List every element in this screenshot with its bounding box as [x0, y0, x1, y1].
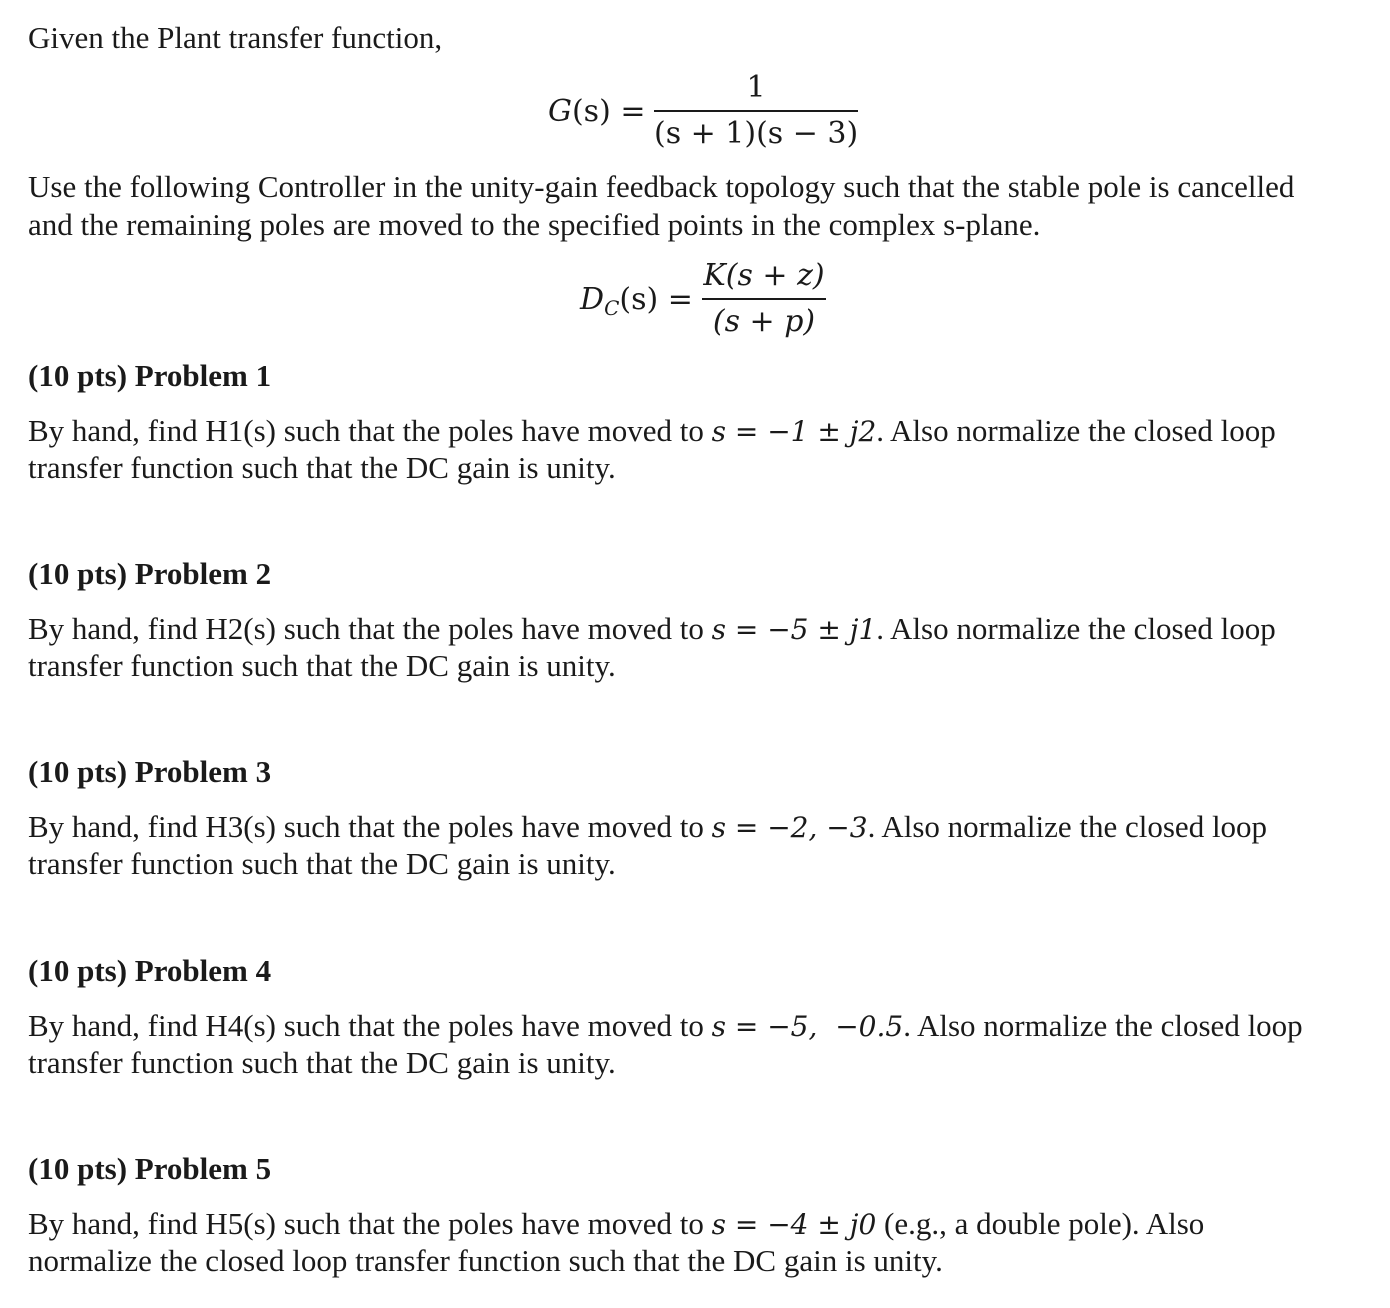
problem-1-line1: [28, 412, 1276, 451]
plant-fraction-bar: [654, 110, 858, 112]
problem-4-heading: (10 pts) Problem 4: [28, 953, 272, 988]
problem-4-line1: [28, 1007, 1303, 1046]
plant-lhs: [548, 94, 645, 129]
problem-5-text: By hand, find H5(s) such that the poles have moved to: [28, 1206, 712, 1241]
controller-fraction: [702, 256, 826, 342]
problem-4-text: By hand, find H4(s) such that the poles have moved to: [28, 1008, 712, 1043]
problem-4-poles: s = −5, −0.5: [711, 1010, 904, 1043]
problem-2-poles: s = −5 ± j1: [711, 613, 877, 646]
controller-fraction-bar: [702, 298, 826, 300]
problem-4-text-tail: . Also normalize the closed loop: [903, 1008, 1303, 1043]
controller-text-line1: Use the following Controller in the unity-gain feedback topology such that the stable pole is cancelled: [28, 169, 1295, 204]
controller-func-subscript: C: [604, 296, 620, 320]
problem-3-heading: (10 pts) Problem 3: [28, 754, 272, 789]
problem-3-text: By hand, find H3(s) such that the poles have moved to: [28, 809, 712, 844]
controller-text-line2: and the remaining poles are moved to the specified points in the complex s-plane.: [28, 207, 1041, 242]
controller-equals: =: [667, 282, 693, 317]
problem-5-line2: normalize the closed loop transfer function such that the DC gain is unity.: [28, 1243, 943, 1278]
plant-func-name: G: [548, 94, 572, 129]
problem-2-text-tail: . Also normalize the closed loop: [876, 611, 1276, 646]
problem-3-line1: [28, 808, 1267, 847]
problem-1-line2: transfer function such that the DC gain is unity.: [28, 450, 616, 485]
problem-4-line2: transfer function such that the DC gain is unity.: [28, 1045, 616, 1080]
problem-1-text-tail: . Also normalize the closed loop: [876, 413, 1276, 448]
controller-numerator: K(s + z): [703, 258, 825, 293]
plant-denominator: (s + 1)(s − 3): [654, 116, 859, 151]
problem-1-poles: s = −1 ± j2: [711, 415, 877, 448]
intro-text: Given the Plant transfer function,: [28, 20, 443, 55]
plant-numerator: 1: [746, 70, 766, 105]
problem-5-text-tail: (e.g., a double pole). Also: [876, 1206, 1205, 1241]
problem-5-line1: [28, 1205, 1204, 1244]
problem-3-line2: transfer function such that the DC gain is unity.: [28, 846, 616, 881]
problem-2-heading: (10 pts) Problem 2: [28, 556, 272, 591]
controller-equation: [580, 256, 840, 346]
controller-func-name: D: [580, 282, 605, 317]
problem-2-line2: transfer function such that the DC gain is unity.: [28, 648, 616, 683]
problem-3-text-tail: . Also normalize the closed loop: [867, 809, 1268, 844]
problem-2-text: By hand, find H2(s) such that the poles have moved to: [28, 611, 712, 646]
problem-1-heading: (10 pts) Problem 1: [28, 358, 272, 393]
controller-lhs: [580, 282, 693, 320]
plant-func-arg: (s): [571, 94, 611, 129]
controller-denominator: (s + p): [712, 304, 816, 339]
problem-3-poles: s = −2, −3: [711, 811, 868, 844]
problem-1-text: By hand, find H1(s) such that the poles have moved to: [28, 413, 712, 448]
problem-2-line1: [28, 610, 1276, 649]
controller-func-arg: (s): [619, 282, 659, 317]
plant-equation: [548, 68, 868, 158]
plant-equals: =: [620, 94, 646, 129]
plant-fraction: [654, 68, 858, 154]
problem-5-heading: (10 pts) Problem 5: [28, 1151, 272, 1186]
problem-5-poles: s = −4 ± j0: [711, 1208, 877, 1241]
